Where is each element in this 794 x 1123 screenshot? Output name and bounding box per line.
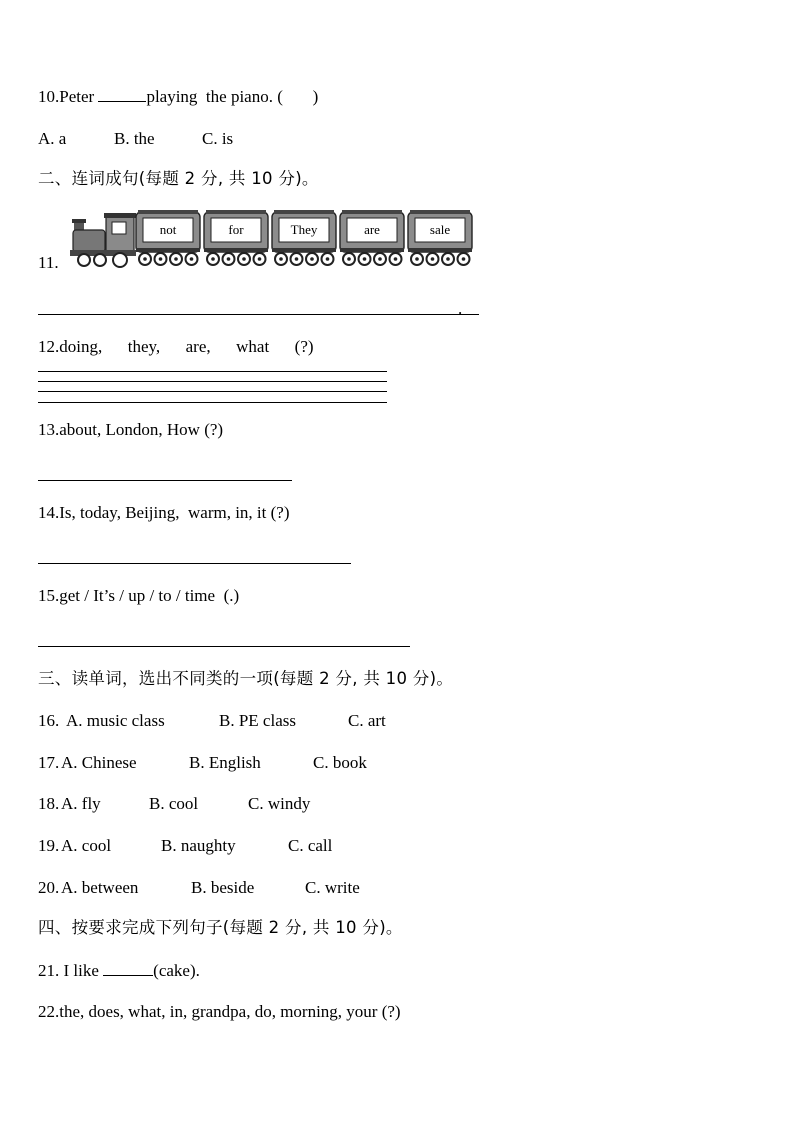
q17-option-b: B. English [189,753,261,772]
train-car-2 [204,210,268,265]
q20-option-b: B. beside [191,878,255,897]
q18-option-c: C. windy [248,794,311,813]
q16-option-b: B. PE class [219,711,296,730]
q17-option-a: A. Chinese [61,753,137,772]
q10-prefix: 10.Peter [38,87,95,106]
q17-number: 17. [38,753,60,772]
q21-suffix: (cake). [153,961,200,980]
q18-option-b: B. cool [149,794,199,813]
q21-prefix: 21. I like [38,961,99,980]
q12-answer-line-4[interactable] [38,402,387,403]
q11-number: 11. [38,253,59,272]
q17-option-c: C. book [313,753,367,772]
q20-option-c: C. write [305,878,360,897]
q12-answer-line-1[interactable] [38,371,387,372]
train-car-3 [272,210,336,265]
train-car-4 [340,210,404,265]
q10-option-b: B. the [114,129,155,148]
q20-option-a: A. between [61,878,139,897]
q18-number: 18. [38,794,60,813]
q19-number: 19. [38,836,60,855]
train-word-1: not [159,222,177,237]
question-15: 15.get / It’s / up / to / time (.) [38,586,240,605]
q10-option-a: A. a [38,129,67,148]
q15-answer-line[interactable] [38,646,410,647]
q16-option-c: C. art [348,711,386,730]
question-14: 14.Is, today, Beijing, warm, in, it (?) [38,503,290,522]
q16-number: 16. [38,711,60,730]
question-22: 22.the, does, what, in, grandpa, do, morning, your (?) [38,1002,401,1021]
q10-suffix: playing the piano. ( ) [146,87,319,106]
q20-number: 20. [38,878,60,897]
q21-blank[interactable] [103,961,153,976]
q14-answer-line[interactable] [38,563,351,564]
question-21 [38,961,200,981]
section-3-heading: 三、读单词，选出不同类的一项(每题 2 分, 共 10 分)。 [38,669,454,688]
q19-option-a: A. cool [61,836,112,855]
q10-option-c: C. is [202,129,234,148]
question-10 [38,87,318,107]
train-word-3: They [290,222,318,237]
locomotive [70,213,136,267]
q12-answer-line-2[interactable] [38,381,387,382]
train-car-5 [408,210,472,265]
q19-option-c: C. call [288,836,333,855]
train-icon [70,210,475,272]
q10-blank[interactable] [98,87,146,102]
train-word-5: sale [429,222,451,237]
q11-answer-line[interactable] [38,314,479,315]
section-4-heading: 四、按要求完成下列句子(每题 2 分, 共 10 分)。 [38,918,403,937]
train-word-2: for [228,222,244,237]
q13-answer-line[interactable] [38,480,292,481]
q19-option-b: B. naughty [161,836,236,855]
q16-option-a: A. music class [66,711,165,730]
q11-end-mark: . [458,299,463,318]
q18-option-a: A. fly [61,794,101,813]
q12-answer-line-3[interactable] [38,391,387,392]
question-12: 12.doing, they, are, what (?) [38,337,314,356]
question-13: 13.about, London, How (?) [38,420,224,439]
train-car-1 [136,210,200,265]
train-word-4: are [364,222,380,237]
section-2-heading: 二、连词成句(每题 2 分, 共 10 分)。 [38,169,319,188]
